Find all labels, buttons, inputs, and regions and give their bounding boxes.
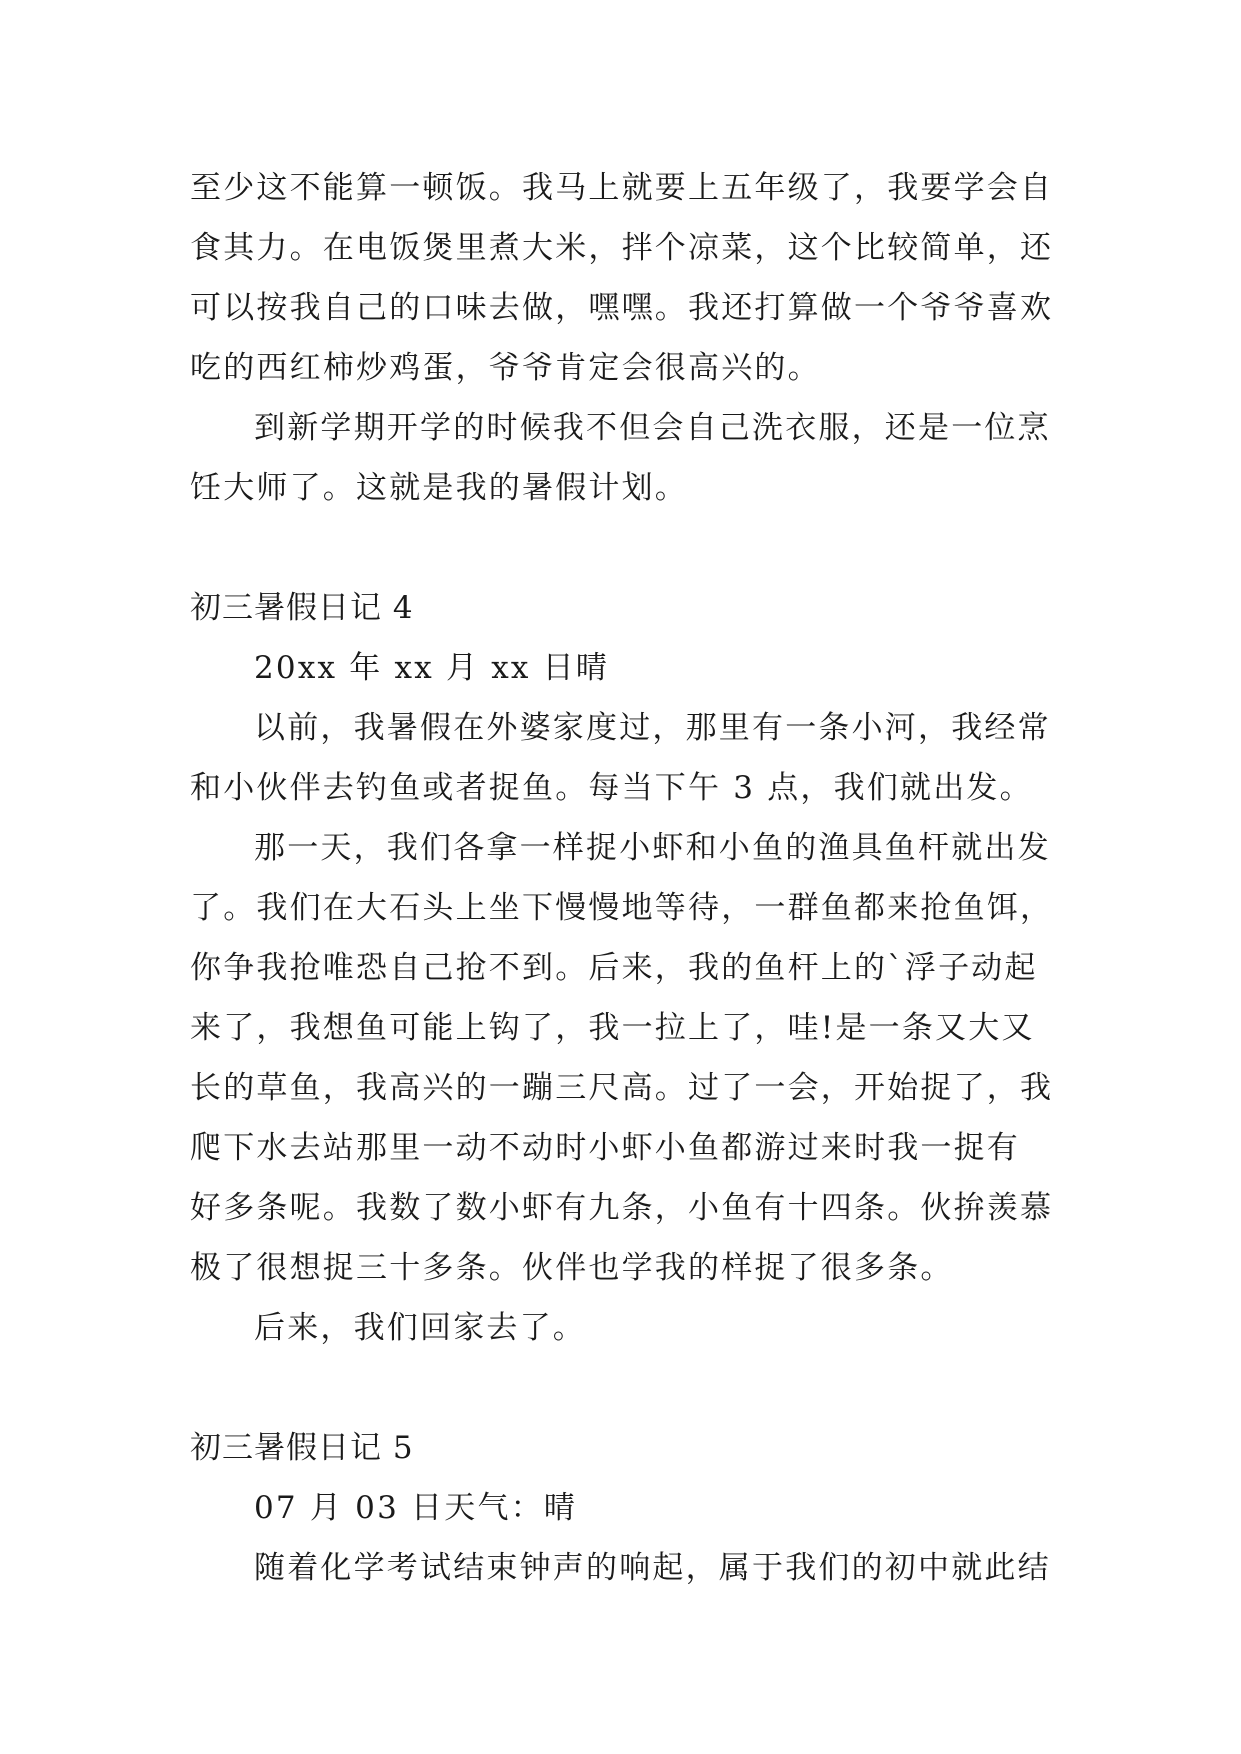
text-line: 长的草鱼，我高兴的一蹦三尺高。过了一会，开始捉了，我: [190, 1070, 1054, 1106]
diary-4-date: 20xx 年 xx 月 xx 日晴: [254, 650, 610, 686]
text-line: 可以按我自己的口味去做，嘿嘿。我还打算做一个爷爷喜欢: [190, 290, 1054, 326]
text-line: 极了很想捉三十多条。伙伴也学我的样捉了很多条。: [190, 1250, 954, 1286]
text-line: 随着化学考试结束钟声的响起，属于我们的初中就此结: [254, 1550, 1051, 1586]
section-gap: [190, 1358, 1050, 1418]
text-line: 你争我抢唯恐自己抢不到。后来，我的鱼杆上的`浮子动起: [190, 950, 1038, 986]
text-line: 来了，我想鱼可能上钩了，我一拉上了，哇!是一条又大又: [190, 1010, 1035, 1046]
text-line: 和小伙伴去钓鱼或者捉鱼。每当下午 3 点，我们就出发。: [190, 770, 1033, 806]
text-line: 至少这不能算一顿饭。我马上就要上五年级了，我要学会自: [190, 170, 1054, 206]
diary-5-date: 07 月 03 日天气：晴: [254, 1490, 578, 1526]
text-line: 爬下水去站那里一动不动时小虾小鱼都游过来时我一捉有: [190, 1130, 1020, 1166]
text-line: 饪大师了。这就是我的暑假计划。: [190, 470, 688, 506]
text-line: 后来，我们回家去了。: [254, 1310, 586, 1346]
document-body: [190, 158, 1054, 1598]
text-line: 以前，我暑假在外婆家度过，那里有一条小河，我经常: [254, 710, 1051, 746]
text-line: 那一天，我们各拿一样捉小虾和小鱼的渔具鱼杆就出发: [254, 830, 1051, 866]
text-line: 食其力。在电饭煲里煮大米，拌个凉菜，这个比较简单，还: [190, 230, 1054, 266]
text-line: 到新学期开学的时候我不但会自己洗衣服，还是一位烹: [254, 410, 1051, 446]
diary-4-title: 初三暑假日记 4: [190, 590, 414, 626]
text-line: 好多条呢。我数了数小虾有九条，小鱼有十四条。伙拚羡慕: [190, 1190, 1054, 1226]
text-line: 吃的西红柿炒鸡蛋，爷爷肯定会很高兴的。: [190, 350, 821, 386]
section-gap: [190, 518, 1050, 578]
diary-5-title: 初三暑假日记 5: [190, 1430, 414, 1466]
text-line: 了。我们在大石头上坐下慢慢地等待，一群鱼都来抢鱼饵，: [190, 890, 1054, 926]
